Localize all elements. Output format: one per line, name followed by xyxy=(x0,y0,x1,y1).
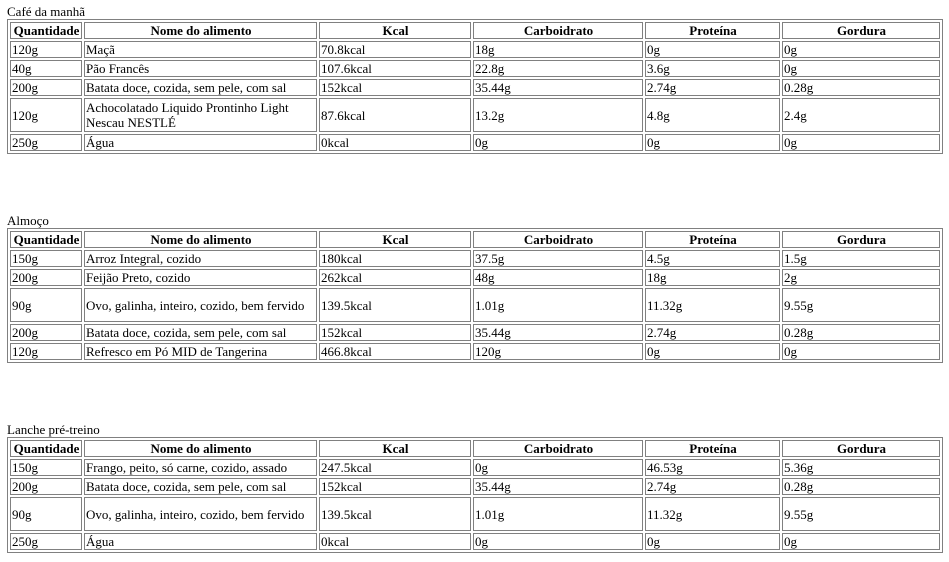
cell-food-name: Arroz Integral, cozido xyxy=(84,250,317,267)
cell-carbs: 1.01g xyxy=(473,497,643,531)
cell-fat: 0.28g xyxy=(782,478,940,495)
cell-protein: 0g xyxy=(645,134,780,151)
header-carbs: Carboidrato xyxy=(473,440,643,457)
header-food-name: Nome do alimento xyxy=(84,22,317,39)
cell-food-name: Ovo, galinha, inteiro, cozido, bem fervido xyxy=(84,288,317,322)
header-fat: Gordura xyxy=(782,231,940,248)
table-row xyxy=(10,324,940,341)
table-row xyxy=(10,269,940,286)
cell-quantity: 120g xyxy=(10,343,82,360)
cell-quantity: 250g xyxy=(10,533,82,550)
header-carbs: Carboidrato xyxy=(473,231,643,248)
meal-table xyxy=(7,228,943,363)
cell-kcal: 107.6kcal xyxy=(319,60,471,77)
cell-fat: 2.4g xyxy=(782,98,940,132)
cell-quantity: 90g xyxy=(10,497,82,531)
cell-food-name: Ovo, galinha, inteiro, cozido, bem fervido xyxy=(84,497,317,531)
cell-fat: 0g xyxy=(782,134,940,151)
cell-quantity: 90g xyxy=(10,288,82,322)
cell-protein: 0g xyxy=(645,41,780,58)
header-quantity: Quantidade xyxy=(10,22,82,39)
meal-table xyxy=(7,437,943,553)
header-kcal: Kcal xyxy=(319,231,471,248)
cell-carbs: 35.44g xyxy=(473,478,643,495)
meal-section-breakfast xyxy=(7,4,943,154)
cell-fat: 1.5g xyxy=(782,250,940,267)
meal-section-lunch xyxy=(7,213,943,363)
cell-carbs: 35.44g xyxy=(473,79,643,96)
header-row xyxy=(10,440,940,457)
header-quantity: Quantidade xyxy=(10,231,82,248)
cell-carbs: 35.44g xyxy=(473,324,643,341)
cell-food-name: Achocolatado Liquido Prontinho Light Nescau NESTLÉ xyxy=(84,98,317,132)
header-row xyxy=(10,22,940,39)
cell-fat: 0.28g xyxy=(782,79,940,96)
cell-carbs: 0g xyxy=(473,134,643,151)
cell-quantity: 40g xyxy=(10,60,82,77)
cell-quantity: 150g xyxy=(10,250,82,267)
cell-quantity: 200g xyxy=(10,478,82,495)
cell-carbs: 13.2g xyxy=(473,98,643,132)
header-fat: Gordura xyxy=(782,22,940,39)
cell-carbs: 22.8g xyxy=(473,60,643,77)
cell-quantity: 200g xyxy=(10,269,82,286)
cell-protein: 4.8g xyxy=(645,98,780,132)
header-food-name: Nome do alimento xyxy=(84,440,317,457)
cell-protein: 4.5g xyxy=(645,250,780,267)
cell-carbs: 48g xyxy=(473,269,643,286)
table-row xyxy=(10,288,940,322)
header-row xyxy=(10,231,940,248)
cell-food-name: Água xyxy=(84,533,317,550)
cell-kcal: 0kcal xyxy=(319,533,471,550)
meal-section-pre-workout xyxy=(7,422,943,553)
cell-protein: 11.32g xyxy=(645,288,780,322)
header-kcal: Kcal xyxy=(319,440,471,457)
cell-fat: 0g xyxy=(782,533,940,550)
cell-food-name: Pão Francês xyxy=(84,60,317,77)
cell-protein: 2.74g xyxy=(645,324,780,341)
cell-quantity: 150g xyxy=(10,459,82,476)
cell-quantity: 120g xyxy=(10,41,82,58)
cell-kcal: 262kcal xyxy=(319,269,471,286)
cell-food-name: Frango, peito, só carne, cozido, assado xyxy=(84,459,317,476)
header-food-name: Nome do alimento xyxy=(84,231,317,248)
cell-fat: 0g xyxy=(782,343,940,360)
cell-food-name: Batata doce, cozida, sem pele, com sal xyxy=(84,478,317,495)
cell-food-name: Refresco em Pó MID de Tangerina xyxy=(84,343,317,360)
table-row xyxy=(10,497,940,531)
cell-kcal: 180kcal xyxy=(319,250,471,267)
table-row xyxy=(10,250,940,267)
cell-protein: 2.74g xyxy=(645,478,780,495)
meal-title: Lanche pré-treino xyxy=(7,422,100,437)
cell-quantity: 250g xyxy=(10,134,82,151)
cell-food-name: Feijão Preto, cozido xyxy=(84,269,317,286)
header-fat: Gordura xyxy=(782,440,940,457)
cell-protein: 46.53g xyxy=(645,459,780,476)
cell-kcal: 152kcal xyxy=(319,79,471,96)
header-protein: Proteína xyxy=(645,440,780,457)
cell-quantity: 200g xyxy=(10,324,82,341)
cell-protein: 3.6g xyxy=(645,60,780,77)
header-carbs: Carboidrato xyxy=(473,22,643,39)
cell-carbs: 120g xyxy=(473,343,643,360)
header-protein: Proteína xyxy=(645,231,780,248)
cell-food-name: Água xyxy=(84,134,317,151)
cell-kcal: 87.6kcal xyxy=(319,98,471,132)
cell-quantity: 120g xyxy=(10,98,82,132)
cell-kcal: 247.5kcal xyxy=(319,459,471,476)
table-row xyxy=(10,41,940,58)
cell-fat: 0g xyxy=(782,41,940,58)
table-row xyxy=(10,478,940,495)
table-row xyxy=(10,343,940,360)
table-row xyxy=(10,98,940,132)
table-row xyxy=(10,134,940,151)
cell-protein: 2.74g xyxy=(645,79,780,96)
cell-food-name: Batata doce, cozida, sem pele, com sal xyxy=(84,79,317,96)
cell-kcal: 466.8kcal xyxy=(319,343,471,360)
cell-protein: 11.32g xyxy=(645,497,780,531)
table-row xyxy=(10,79,940,96)
cell-kcal: 152kcal xyxy=(319,478,471,495)
cell-protein: 18g xyxy=(645,269,780,286)
meal-title: Café da manhã xyxy=(7,4,85,19)
cell-fat: 5.36g xyxy=(782,459,940,476)
table-row xyxy=(10,459,940,476)
cell-food-name: Batata doce, cozida, sem pele, com sal xyxy=(84,324,317,341)
header-quantity: Quantidade xyxy=(10,440,82,457)
cell-carbs: 0g xyxy=(473,533,643,550)
cell-fat: 0g xyxy=(782,60,940,77)
cell-fat: 2g xyxy=(782,269,940,286)
header-kcal: Kcal xyxy=(319,22,471,39)
cell-carbs: 37.5g xyxy=(473,250,643,267)
header-protein: Proteína xyxy=(645,22,780,39)
table-row xyxy=(10,533,940,550)
meal-table xyxy=(7,19,943,154)
cell-carbs: 0g xyxy=(473,459,643,476)
cell-quantity: 200g xyxy=(10,79,82,96)
cell-kcal: 139.5kcal xyxy=(319,497,471,531)
cell-food-name: Maçã xyxy=(84,41,317,58)
cell-protein: 0g xyxy=(645,533,780,550)
cell-kcal: 0kcal xyxy=(319,134,471,151)
cell-protein: 0g xyxy=(645,343,780,360)
table-row xyxy=(10,60,940,77)
cell-carbs: 1.01g xyxy=(473,288,643,322)
meal-title: Almoço xyxy=(7,213,49,228)
cell-kcal: 70.8kcal xyxy=(319,41,471,58)
cell-kcal: 139.5kcal xyxy=(319,288,471,322)
cell-kcal: 152kcal xyxy=(319,324,471,341)
cell-fat: 0.28g xyxy=(782,324,940,341)
cell-fat: 9.55g xyxy=(782,497,940,531)
cell-carbs: 18g xyxy=(473,41,643,58)
cell-fat: 9.55g xyxy=(782,288,940,322)
